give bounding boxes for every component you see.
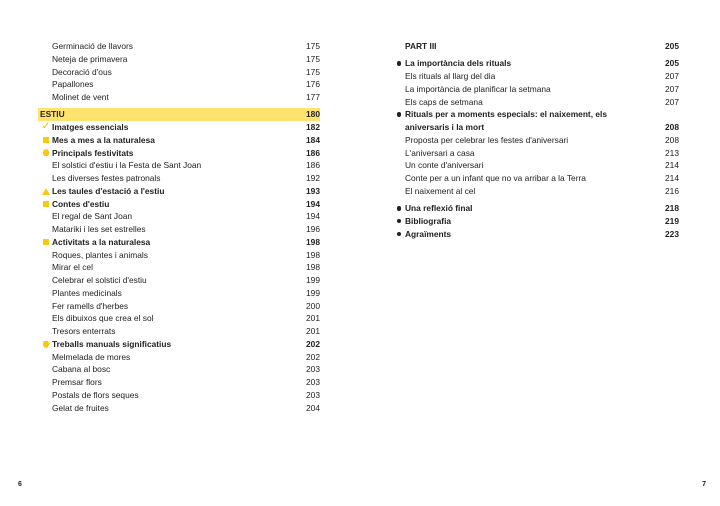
checkmark-icon: ✓: [41, 121, 51, 133]
table-of-contents-right: [391, 40, 679, 240]
toc-chapter: Una reflexió final 218: [391, 202, 679, 215]
right-page: [360, 0, 720, 506]
toc-chapter: Contes d'estiu 194: [38, 198, 320, 211]
page-number: 7: [702, 481, 706, 488]
dot-icon: [394, 228, 404, 241]
toc-entry: Decoració d'ous 175: [52, 66, 320, 77]
toc-part-heading: PART III 205: [405, 41, 679, 51]
toc-section-heading: ESTIU 180: [40, 109, 320, 120]
toc-entry: Postals de flors seques 203: [52, 389, 320, 400]
page-number: 6: [18, 481, 22, 488]
toc-entry: Proposta per celebrar les festes d'aniversari 208: [405, 134, 679, 145]
toc-entry: La importància de planificar la setmana 207: [405, 83, 679, 94]
toc-entry: L'aniversari a casa 213: [405, 147, 679, 158]
toc-entry: Els rituals al llarg del dia 207: [405, 71, 679, 81]
toc-chapter: Mes a mes a la naturalesa 184: [38, 134, 320, 147]
toc-entry: Gelat de fruites 204: [52, 402, 320, 413]
dot-icon: [394, 108, 404, 121]
toc-entry: El solstici d'estiu i la Festa de Sant Joan 186: [52, 160, 320, 171]
toc-entry: Les diverses festes patronals 192: [52, 173, 320, 183]
square-icon: [41, 134, 51, 147]
toc-chapter: Bibliografia 219: [391, 215, 679, 228]
hexagon-icon: [41, 147, 51, 160]
toc-chapter: Les taules d'estació a l'estiu 193: [38, 185, 320, 198]
toc-entry: Plantes medicinals 199: [52, 287, 320, 298]
toc-entry: Cabana al bosc 203: [52, 364, 320, 375]
toc-entry: Premsar flors 203: [52, 377, 320, 387]
toc-entry: Papallones 176: [52, 79, 320, 90]
toc-entry: Mirar el cel 198: [52, 262, 320, 273]
toc-entry: El naixement al cel 216: [405, 185, 679, 196]
dot-icon: [394, 202, 404, 215]
dot-icon: [394, 215, 404, 228]
table-of-contents-left: [38, 40, 320, 414]
toc-entry: Tresors enterrats 201: [52, 326, 320, 336]
square-icon: [41, 236, 51, 249]
toc-chapter: Rituals per a moments especials: el naixement, els aniversaris i la mort 208: [391, 108, 679, 134]
toc-entry: Germinació de llavors 175: [52, 41, 320, 51]
toc-entry: Fer ramells d'herbes 200: [52, 300, 320, 311]
toc-chapter: Principals festivitats 186: [38, 147, 320, 160]
toc-chapter: ✓ Imatges essencials 182: [41, 121, 320, 133]
toc-entry: El regal de Sant Joan 194: [52, 211, 320, 222]
square-icon: [41, 198, 51, 211]
triangle-icon: [41, 185, 51, 198]
toc-entry: Celebrar el solstici d'estiu 199: [52, 275, 320, 285]
toc-entry: Conte per a un infant que no va arribar a la Terra 214: [405, 173, 679, 183]
hexagon-icon: [41, 338, 51, 351]
toc-entry: Matariki i les set estrelles 196: [52, 224, 320, 234]
toc-entry: Un conte d'aniversari 214: [405, 160, 679, 171]
toc-chapter: Agraïments 223: [391, 228, 679, 241]
toc-entry: Molinet de vent 177: [52, 92, 320, 102]
toc-chapter: La importància dels rituals 205: [391, 57, 679, 70]
toc-entry: Els dibuixos que crea el sol 201: [52, 313, 320, 324]
toc-entry: Els caps de setmana 207: [405, 96, 679, 107]
toc-chapter: Treballs manuals significatius 202: [38, 338, 320, 351]
dot-icon: [394, 57, 404, 70]
toc-entry: Melmelada de mores 202: [52, 351, 320, 362]
toc-entry: Neteja de primavera 175: [52, 53, 320, 64]
toc-chapter: Activitats a la naturalesa 198: [38, 236, 320, 249]
toc-entry: Roques, plantes i animals 198: [52, 249, 320, 260]
